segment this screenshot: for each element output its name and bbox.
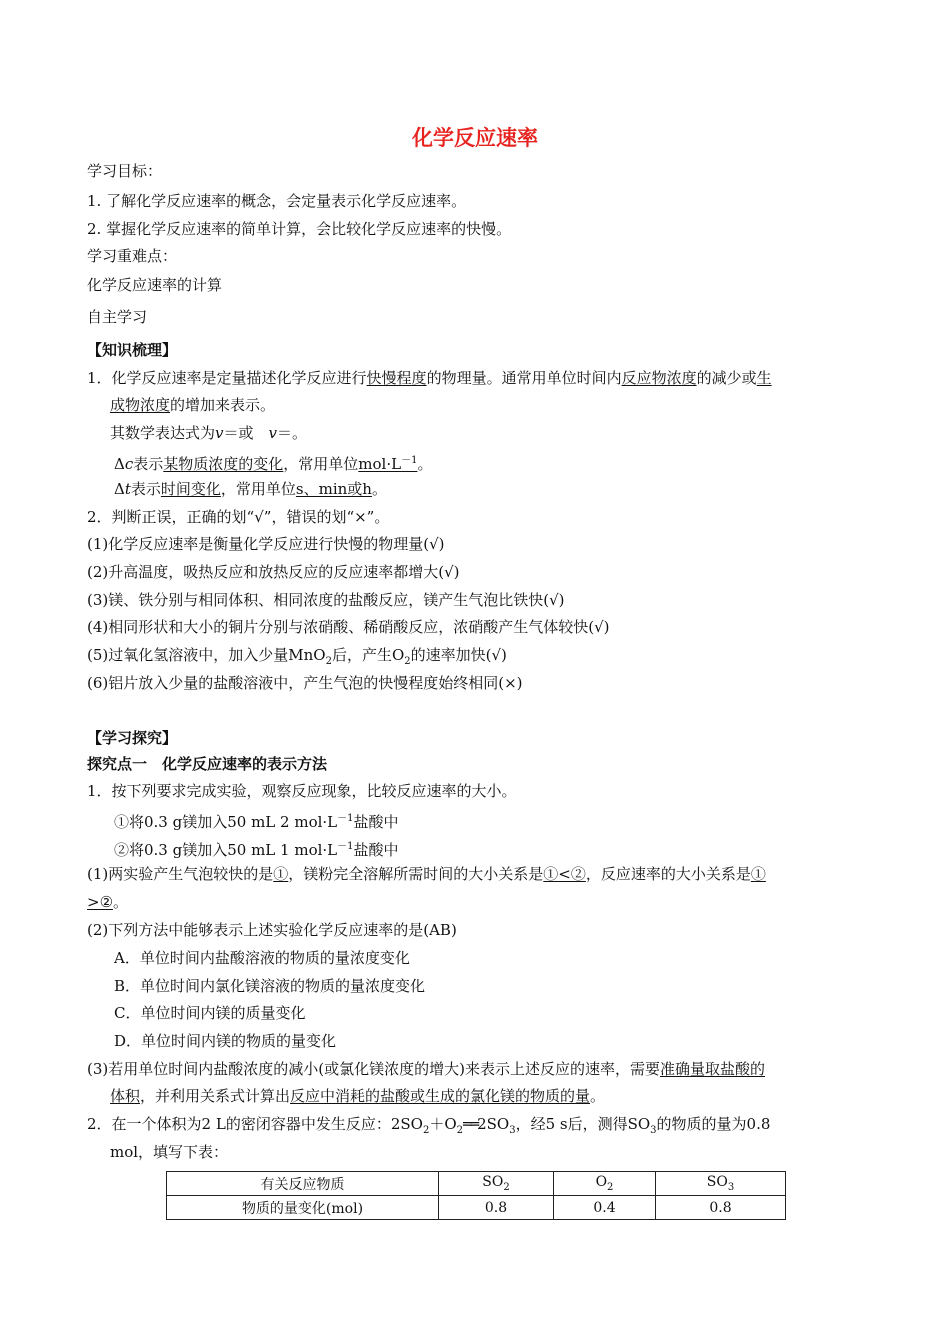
sub-question-3-line1: (3)若用单位时间内盐酸浓度的减小(或氯化镁浓度的增大)来表示上述反应的速率，需要准确量取盐酸的 xyxy=(87,1060,765,1078)
table-header-cell: $SO_3$ xyxy=(656,1172,786,1196)
question-2-line2: mol，填写下表： xyxy=(110,1143,229,1161)
experiment-1: ①将0.3 g镁加入50 mL 2 $mol\cdot L^{-1}$盐酸中 xyxy=(114,813,399,831)
option-a: A．单位时间内盐酸溶液的物质的量浓度变化 xyxy=(114,949,410,967)
table-cell: 物质的量变化(mol) xyxy=(167,1196,439,1220)
self-study-label: 自主学习 xyxy=(87,308,148,326)
knowledge-heading: 【知识梳理】 xyxy=(87,341,178,359)
judge-item: (6)铝片放入少量的盐酸溶液中，产生气泡的快慢程度始终相同(×) xyxy=(87,674,523,692)
judge-item: (5)过氧化氢溶液中，加入少量MnO$_2$后，产生$O_2$的速率加快(√) xyxy=(87,646,507,667)
table-cell: 0.4 xyxy=(554,1196,656,1220)
delta-c-line: Δc表示某物质浓度的变化，常用单位$mol\cdot L^{-1}$。 xyxy=(114,455,433,473)
rate-expression: 其数学表达式为v＝或 v＝。 xyxy=(110,424,308,442)
question-2-line1: 2．在一个体积为2 L的密闭容器中发生反应：$2SO_2+O_2══2SO_3$，经5 s后，测得$SO_3$的物质的量为0.8 xyxy=(87,1115,771,1136)
option-b: B．单位时间内氯化镁溶液的物质的量浓度变化 xyxy=(114,977,426,995)
page-title: 化学反应速率 xyxy=(412,126,538,150)
key-heading: 学习重难点： xyxy=(87,247,178,265)
sub-question-1-line2: >②。 xyxy=(87,893,129,911)
table-header-cell: $SO_2$ xyxy=(439,1172,554,1196)
sub-question-1-line1: (1)两实验产生气泡较快的是①，镁粉完全溶解所需时间的大小关系是①<②，反应速率的大小关系是① xyxy=(87,865,766,883)
judge-item: (3)镁、铁分别与相同体积、相同浓度的盐酸反应，镁产生气泡比铁快(√) xyxy=(87,591,565,609)
sub-question-3-line2: 体积，并利用关系式计算出反应中消耗的盐酸或生成的氯化镁的物质的量。 xyxy=(110,1087,606,1105)
option-d: D．单位时间内镁的物质的量变化 xyxy=(114,1032,337,1050)
delta-t-line: Δt表示时间变化，常用单位s、min或h。 xyxy=(114,480,387,498)
objective-item: 2. 掌握化学反应速率的简单计算，会比较化学反应速率的快慢。 xyxy=(87,220,512,238)
table-header-row xyxy=(167,1172,786,1196)
objective-item: 1. 了解化学反应速率的概念，会定量表示化学反应速率。 xyxy=(87,192,467,210)
question-1: 1．按下列要求完成实验，观察反应现象，比较反应速率的大小。 xyxy=(87,782,517,800)
table-row xyxy=(167,1196,786,1220)
table-cell: 0.8 xyxy=(656,1196,786,1220)
key-point: 化学反应速率的计算 xyxy=(87,276,223,294)
option-c: C．单位时间内镁的质量变化 xyxy=(114,1004,306,1022)
experiment-2: ②将0.3 g镁加入50 mL 1 $mol\cdot L^{-1}$盐酸中 xyxy=(114,841,399,859)
sub-question-2: (2)下列方法中能够表示上述实验化学反应速率的是(AB) xyxy=(87,921,457,939)
knowledge-p1-line2: 成物浓度的增加来表示。 xyxy=(110,396,276,414)
table-header-cell: 有关反应物质 xyxy=(167,1172,439,1196)
explore-heading: 【学习探究】 xyxy=(87,729,178,747)
judge-item: (2)升高温度，吸热反应和放热反应的反应速率都增大(√) xyxy=(87,563,460,581)
judge-item: (1)化学反应速率是衡量化学反应进行快慢的物理量(√) xyxy=(87,535,445,553)
judge-item: (4)相同形状和大小的铜片分别与浓硝酸、稀硝酸反应，浓硝酸产生气体较快(√) xyxy=(87,618,610,636)
objectives-heading: 学习目标： xyxy=(87,162,163,180)
table-header-cell: $O_2$ xyxy=(554,1172,656,1196)
data-table xyxy=(166,1171,786,1220)
judge-title: 2．判断正误，正确的划“√”，错误的划“×”。 xyxy=(87,508,390,526)
table-cell: 0.8 xyxy=(439,1196,554,1220)
knowledge-p1-line1: 1．化学反应速率是定量描述化学反应进行快慢程度的物理量。通常用单位时间内反应物浓度的减少或生 xyxy=(87,369,772,387)
explore-point-title: 探究点一 化学反应速率的表示方法 xyxy=(87,755,328,773)
